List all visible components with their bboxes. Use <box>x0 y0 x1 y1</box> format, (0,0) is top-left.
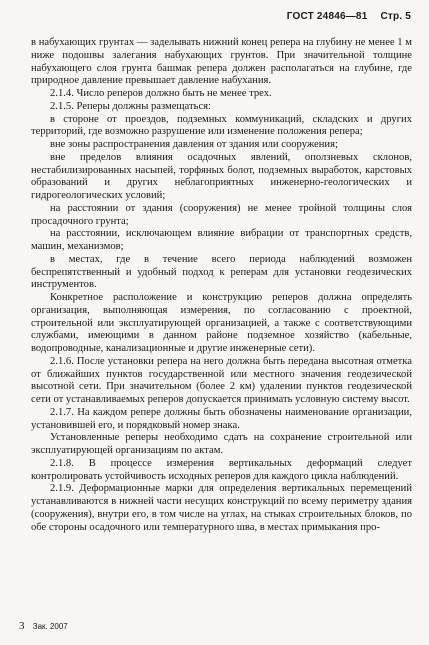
standard-code: ГОСТ 24846—81 <box>286 11 368 22</box>
paragraph: на расстоянии, исключающем влияние вибрации от транспортных средств, машин, механизмов; <box>31 228 412 252</box>
paragraph: в стороне от проездов, подземных коммуникаций, складских и других территорий, где возможно разрушение или изменение положения репера; <box>31 113 412 138</box>
page-footer <box>19 620 68 632</box>
page-header <box>287 11 411 22</box>
paragraph: 2.1.5. Реперы должны размещаться: <box>50 100 211 112</box>
paragraph: 2.1.4. Число реперов должно быть не менее трех. <box>50 88 272 99</box>
paragraph: в набухающих грунтах — заделывать нижний конец репера на глубину не менее 1 м ниже подошвы залегания набухающих грунтов. При значительной толщине набухающего слоя грунта башмак репера должен располагаться на глубине, где природное давление превышает давление набухания. <box>31 37 412 87</box>
paragraph: вне зоны распространения давления от здания или сооружения; <box>50 139 338 150</box>
paragraph: на расстоянии от здания (сооружения) не менее тройной толщины слоя просадочного грунта; <box>31 202 412 227</box>
body-text <box>31 37 412 534</box>
paragraph: 2.1.9. Деформационные марки для определения вертикальных перемещений устанавливаются в нижней части несущих конструкций по всему периметру здания (сооружения), внутри его, в том числе на углах, на стыках строительных блоков, по обе стороны осадочного или температурного шва, в местах примыкания про- <box>31 483 412 533</box>
signature-number: 3 <box>19 620 25 632</box>
paragraph: 2.1.8. В процессе измерения вертикальных деформаций следует контролировать устойчивость исходных реперов для каждого цикла наблюдений. <box>31 457 412 482</box>
paragraph: Конкретное расположение и конструкцию реперов должна определять организация, выполняющая измерения, по согласованию с проектной, строительной или эксплуатирующей организацией, а также с соответствующими службами, имеющими в данном районе подземное хозяйство (кабельные, водопроводные, канализационные и другие инженерные сети). <box>31 292 412 354</box>
order-number: Зак. 2007 <box>32 622 68 631</box>
paragraph: Установленные реперы необходимо сдать на сохранение строительной или эксплуатирующей организациям по актам. <box>31 432 412 456</box>
paragraph: вне пределов влияния осадочных явлений, оползневых склонов, нестабилизированных насыпей, торфяных болот, подземных выработок, карстовых образований и других неблагоприятных инженерно-геологических и гидрогеологических условий; <box>31 151 412 201</box>
paragraph: 2.1.7. На каждом репере должны быть обозначены наименование организации, установившей его, и порядковый номер знака. <box>31 406 412 431</box>
paragraph: в местах, где в течение всего периода наблюдений возможен беспрепятственный и удобный подход к реперам для установки геодезических инструментов. <box>31 253 412 291</box>
paragraph: 2.1.6. После установки репера на него должна быть передана высотная отметка от ближайших пунктов государственной или местного значения геодезической высотной сети. При значительном (более 2 км) удалении пунктов геодезической сети от устанавливаемых реперов допускается принимать условную систему высот. <box>31 355 412 405</box>
page-label: Стр. 5 <box>380 11 411 22</box>
